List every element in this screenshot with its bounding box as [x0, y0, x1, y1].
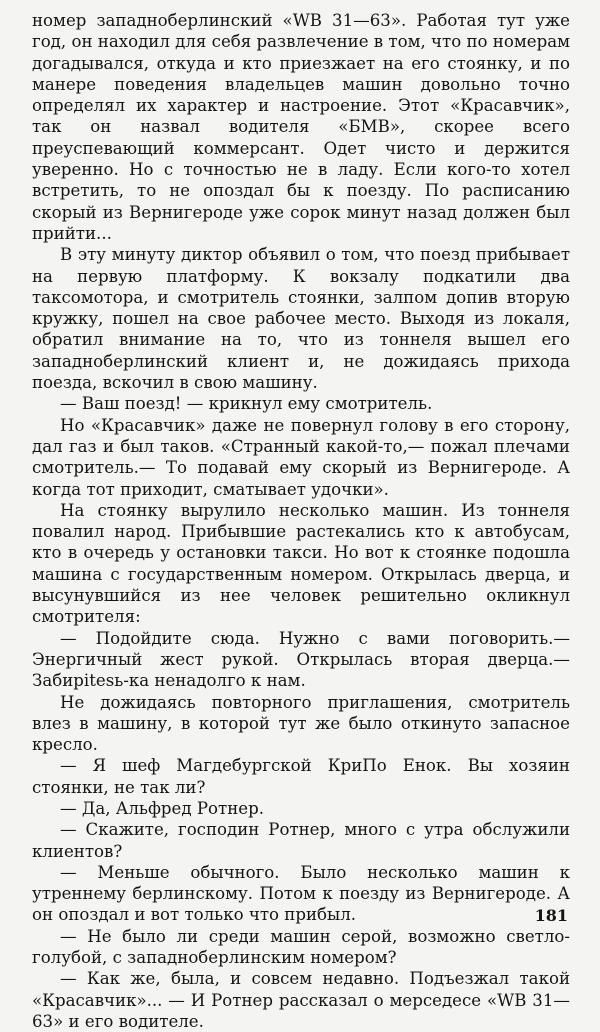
- paragraph-8: — Я шеф Магдебургской КриПо Енок. Вы хозяин стоянки, не так ли?: [32, 756, 570, 797]
- paragraph-4: Но «Красавчик» даже не повернул голову в его сторону, дал газ и был таков. «Странный какой-то,— пожал плечами смотритель.— То подавай ему скорый из Вернигероде. А когда тот приходит, сматывает удочки».: [32, 415, 570, 499]
- paragraph-13: — Как же, была, и совсем недавно. Подъезжал такой «Красавчик»... — И Ротнер рассказал о мерседесе «WB 31—63» и его водителе.: [32, 969, 570, 1031]
- paragraph-12: — Не было ли среди машин серой, возможно светло-голубой, с западноберлинским номером?: [32, 926, 570, 968]
- paragraph-10: — Скажите, господин Ротнер, много с утра обслужили клиентов?: [32, 820, 570, 861]
- paragraph-2: В эту минуту диктор объявил о том, что поезд прибывает на первую платформу. К вокзалу подкатили два таксомотора, и смотритель стоянки, залпом допив вторую кружку, пошел на свое рабочее место. Выходя из локаля, обратил внимание на то, что из тоннеля вышел его западноберлинский клиент и, не дожидаясь прихода поезда, вскочил в свою машину.: [32, 245, 570, 393]
- paragraph-5: На стоянку вырулило несколько машин. Из тоннеля повалил народ. Прибывшие растекались кто к автобусам, кто в очередь у остановки такси. Но вот к стоянке подошла машина с государственным номером. Открылась дверца, и высунувшийся из нее человек решительно окликнул смотрителя:: [32, 500, 570, 627]
- paragraph-6: — Подойдите сюда. Нужно с вами поговорить.— Энергичный жест рукой. Открылась вторая дверца.— Забирitesь-ка ненадолго к нам.: [32, 628, 570, 691]
- paragraph-7: Не дожидаясь повторного приглашения, смотритель влез в машину, в которой тут же было откинуто запасное кресло.: [32, 692, 570, 755]
- paragraph-11: — Меньше обычного. Было несколько машин к утреннему берлинскому. Потом к поезду из Вернигероде. А он опоздал и вот только что прибыл.: [32, 862, 570, 925]
- body-text: [32, 10, 570, 1032]
- paragraph-1: номер западноберлинский «WB 31—63». Работая тут уже год, он находил для себя развлечение в том, что по номерам догадывался, откуда и кто приезжает на его стоянку, и по манере поведения владельцев машин довольно точно определял их характер и настроение. Этот «Красавчик», так он назвал водителя «БМВ», скорее всего преуспевающий коммерсант. Одет чисто и держится уверенно. Но с точностью не в ладу. Если кого-то хотел встретить, то не опоздал бы к поезду. По расписанию скорый из Вернигероде уже сорок минут назад должен был прийти...: [32, 11, 570, 243]
- page-number: 181: [534, 906, 568, 925]
- paragraph-9: — Да, Альфред Ротнер.: [60, 798, 264, 818]
- paragraph-3: — Ваш поезд! — крикнул ему смотритель.: [60, 394, 433, 414]
